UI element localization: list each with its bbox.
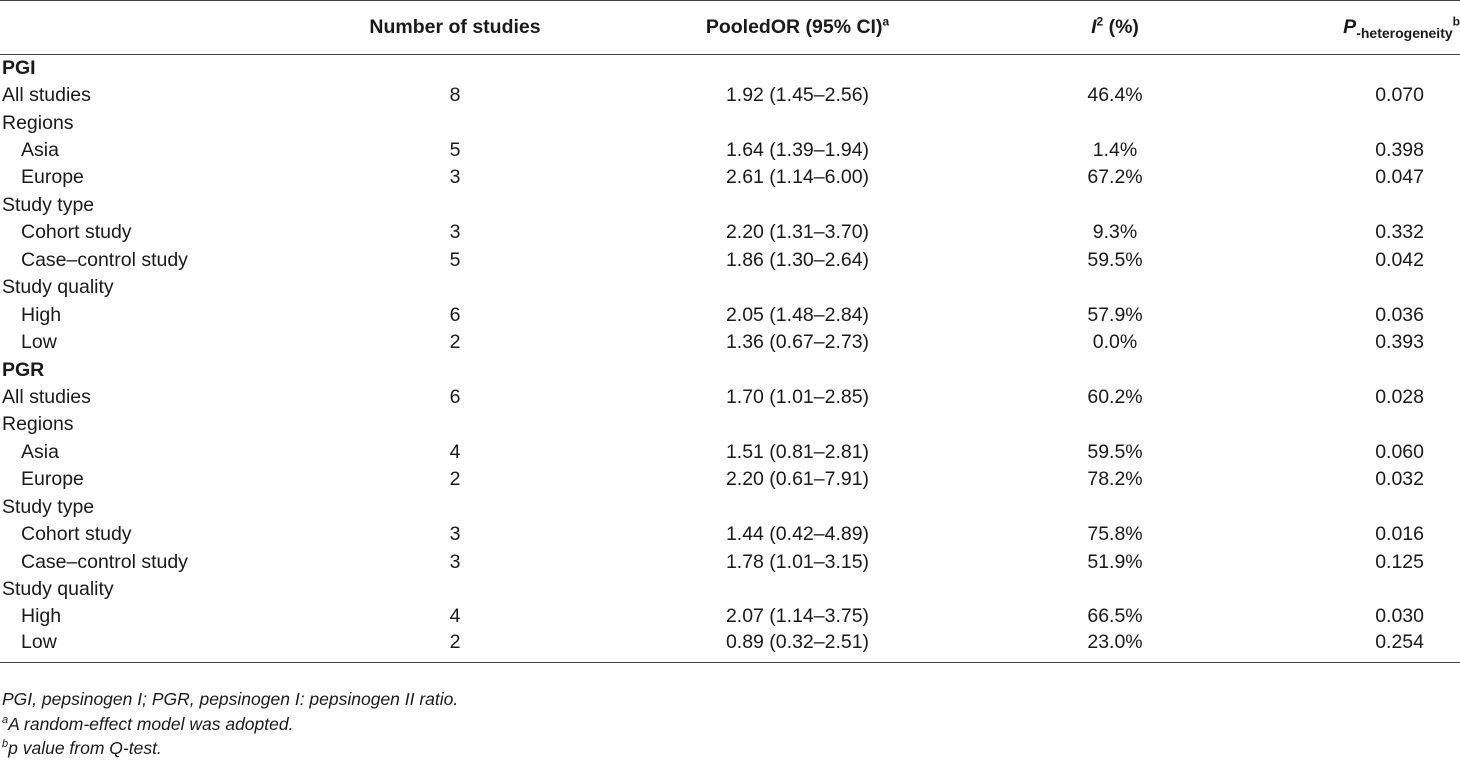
footnote-b [2, 736, 458, 761]
i-squared-cell [990, 274, 1240, 301]
table-row [0, 329, 1460, 356]
p-heterogeneity-cell: 0.398 [1375, 139, 1424, 162]
table-row [0, 137, 1460, 164]
row-label: Low [21, 331, 57, 354]
p-heterogeneity-cell: 0.032 [1375, 468, 1424, 491]
table-row [0, 548, 1460, 575]
number-of-studies-cell [305, 576, 605, 603]
p-heterogeneity-cell: 0.393 [1375, 331, 1424, 354]
i-squared-cell: 75.8% [1087, 523, 1143, 546]
pooled-or-cell: 1.92 (1.45–2.56) [725, 84, 870, 107]
row-label: High [21, 303, 62, 326]
number-of-studies-cell: 5 [449, 248, 461, 271]
i-squared-cell: 59.5% [1087, 248, 1143, 271]
p-heterogeneity-cell: 0.030 [1375, 605, 1424, 628]
table-row [0, 109, 1460, 136]
i-squared-cell: 66.5% [1087, 605, 1143, 628]
i-squared-cell: 0.0% [1092, 331, 1138, 354]
header-pooled-or-footnote-mark: a [882, 14, 890, 29]
header-i-unit: (%) [1103, 16, 1139, 38]
number-of-studies-cell [305, 109, 605, 136]
row-label: Case–control study [21, 550, 188, 573]
i-squared-cell: 59.5% [1087, 440, 1143, 463]
i-squared-cell: 1.4% [1092, 139, 1138, 162]
pooled-or-cell: 1.64 (1.39–1.94) [725, 139, 870, 162]
header-i-squared [990, 1, 1240, 55]
pooled-or-cell [605, 109, 990, 136]
p-heterogeneity-cell: 0.028 [1375, 385, 1424, 408]
number-of-studies-cell: 4 [449, 440, 461, 463]
header-p-heterogeneity [1240, 1, 1460, 55]
table-row [0, 274, 1460, 301]
section-header-row [0, 55, 1460, 82]
row-label: Study quality [2, 276, 114, 299]
i-squared-cell: 51.9% [1087, 550, 1143, 573]
number-of-studies-cell: 8 [449, 84, 461, 107]
number-of-studies-cell: 4 [449, 605, 461, 628]
p-heterogeneity-cell [1240, 274, 1460, 301]
row-label: Europe [21, 468, 84, 491]
header-pooled-or [605, 1, 990, 55]
p-heterogeneity-cell: 0.125 [1375, 550, 1424, 573]
pooled-or-cell: 2.20 (1.31–3.70) [725, 221, 870, 244]
row-label: All studies [2, 84, 91, 107]
row-label: High [21, 605, 62, 628]
empty-cell [305, 55, 605, 82]
i-squared-cell: 46.4% [1087, 84, 1143, 107]
pooled-or-cell: 1.44 (0.42–4.89) [725, 523, 870, 546]
pooled-or-cell: 1.86 (1.30–2.64) [725, 248, 870, 271]
i-squared-cell [990, 494, 1240, 521]
p-heterogeneity-cell: 0.070 [1375, 84, 1424, 107]
row-label: Study quality [2, 578, 114, 601]
pooled-or-cell: 1.78 (1.01–3.15) [725, 550, 870, 573]
table-row [0, 631, 1460, 663]
number-of-studies-cell: 6 [449, 303, 461, 326]
i-squared-cell: 67.2% [1087, 166, 1143, 189]
row-label: Asia [21, 139, 59, 162]
empty-cell [1240, 55, 1460, 82]
number-of-studies-cell [305, 494, 605, 521]
pooled-or-cell: 2.05 (1.48–2.84) [725, 303, 870, 326]
table-row [0, 247, 1460, 274]
empty-cell [1240, 356, 1460, 383]
p-heterogeneity-cell: 0.036 [1375, 303, 1424, 326]
header-i-exponent: 2 [1096, 14, 1104, 29]
row-label: Study type [2, 193, 95, 216]
i-squared-cell [990, 576, 1240, 603]
row-label: Cohort study [21, 523, 132, 546]
table-row [0, 466, 1460, 493]
empty-cell [605, 356, 990, 383]
p-heterogeneity-cell: 0.254 [1375, 630, 1424, 653]
empty-cell [305, 356, 605, 383]
table-row [0, 411, 1460, 438]
footnote-b-mark: b [2, 738, 9, 751]
i-squared-cell: 9.3% [1092, 221, 1138, 244]
row-label: Regions [2, 111, 74, 134]
p-heterogeneity-cell [1240, 411, 1460, 438]
footnote-a-text: A random-effect model was adopted. [8, 713, 294, 734]
table-row [0, 576, 1460, 603]
number-of-studies-cell [305, 192, 605, 219]
header-pooled-or-text: PooledOR (95% CI) [705, 16, 883, 38]
table-row [0, 219, 1460, 246]
i-squared-cell: 78.2% [1087, 468, 1143, 491]
row-label: All studies [2, 385, 91, 408]
number-of-studies-cell: 2 [449, 468, 461, 491]
pooled-or-cell [605, 411, 990, 438]
table-row [0, 439, 1460, 466]
pooled-or-cell: 2.61 (1.14–6.00) [725, 166, 870, 189]
row-label: Case–control study [21, 248, 188, 271]
number-of-studies-cell: 3 [449, 550, 461, 573]
table-row [0, 164, 1460, 191]
i-squared-cell: 60.2% [1087, 385, 1143, 408]
row-label: Low [21, 630, 57, 653]
table-row [0, 521, 1460, 548]
empty-cell [990, 356, 1240, 383]
table-row [0, 494, 1460, 521]
row-label: Regions [2, 413, 74, 436]
i-squared-cell [990, 192, 1240, 219]
table-row [0, 192, 1460, 219]
header-number-of-studies: Number of studies [369, 16, 541, 38]
number-of-studies-cell: 6 [449, 385, 461, 408]
empty-cell [605, 55, 990, 82]
pooled-or-cell: 1.51 (0.81–2.81) [725, 440, 870, 463]
empty-cell [990, 55, 1240, 82]
i-squared-cell [990, 109, 1240, 136]
p-heterogeneity-cell: 0.332 [1375, 221, 1424, 244]
number-of-studies-cell: 5 [449, 139, 461, 162]
section-label: PGR [2, 358, 45, 381]
p-heterogeneity-cell [1240, 109, 1460, 136]
p-heterogeneity-cell [1240, 576, 1460, 603]
pooled-or-cell: 2.07 (1.14–3.75) [725, 605, 870, 628]
i-squared-cell: 23.0% [1087, 630, 1143, 653]
p-heterogeneity-cell [1240, 494, 1460, 521]
i-squared-cell: 57.9% [1087, 303, 1143, 326]
number-of-studies-cell: 3 [449, 523, 461, 546]
header-p-subscript: -heterogeneity [1356, 24, 1453, 41]
p-heterogeneity-cell: 0.042 [1375, 248, 1424, 271]
p-heterogeneity-cell [1240, 192, 1460, 219]
row-label: Asia [21, 440, 59, 463]
footnote-b-text: p value from Q-test. [8, 738, 162, 758]
row-label: Cohort study [21, 221, 132, 244]
pooled-or-cell: 0.89 (0.32–2.51) [725, 630, 870, 653]
footnote-a [2, 712, 458, 737]
table-row [0, 603, 1460, 630]
footnote-a-mark: a [2, 713, 9, 726]
number-of-studies-cell: 2 [449, 331, 461, 354]
section-header-row [0, 356, 1460, 383]
pooled-or-cell [605, 576, 990, 603]
row-label: Europe [21, 166, 84, 189]
number-of-studies-cell: 3 [449, 166, 461, 189]
p-heterogeneity-cell: 0.047 [1375, 166, 1424, 189]
table-header [0, 1, 1460, 55]
table-row [0, 301, 1460, 328]
pooled-or-cell: 1.36 (0.67–2.73) [725, 331, 870, 354]
pooled-or-cell [605, 192, 990, 219]
row-label: Study type [2, 495, 95, 518]
pooled-or-cell [605, 494, 990, 521]
p-heterogeneity-cell: 0.016 [1375, 523, 1424, 546]
number-of-studies-cell: 3 [449, 221, 461, 244]
header-p-letter: P [1343, 16, 1357, 38]
header-label-col [0, 1, 305, 55]
header-p-footnote-mark: b [1452, 14, 1460, 29]
table-row [0, 82, 1460, 109]
table-footnotes [2, 687, 458, 761]
pooled-or-cell: 1.70 (1.01–2.85) [725, 385, 870, 408]
header-row [0, 1, 1460, 55]
number-of-studies-cell [305, 274, 605, 301]
header-i-letter: I [1091, 16, 1097, 38]
pooled-or-cell: 2.20 (0.61–7.91) [725, 468, 870, 491]
section-label: PGI [2, 56, 36, 79]
pooled-or-cell [605, 274, 990, 301]
table-row [0, 384, 1460, 411]
number-of-studies-cell: 2 [449, 630, 461, 653]
footnote-abbreviations: PGI, pepsinogen I; PGR, pepsinogen I: pepsinogen II ratio. [2, 689, 459, 709]
number-of-studies-cell [305, 411, 605, 438]
i-squared-cell [990, 411, 1240, 438]
table-body [0, 55, 1460, 663]
p-heterogeneity-cell: 0.060 [1375, 440, 1424, 463]
